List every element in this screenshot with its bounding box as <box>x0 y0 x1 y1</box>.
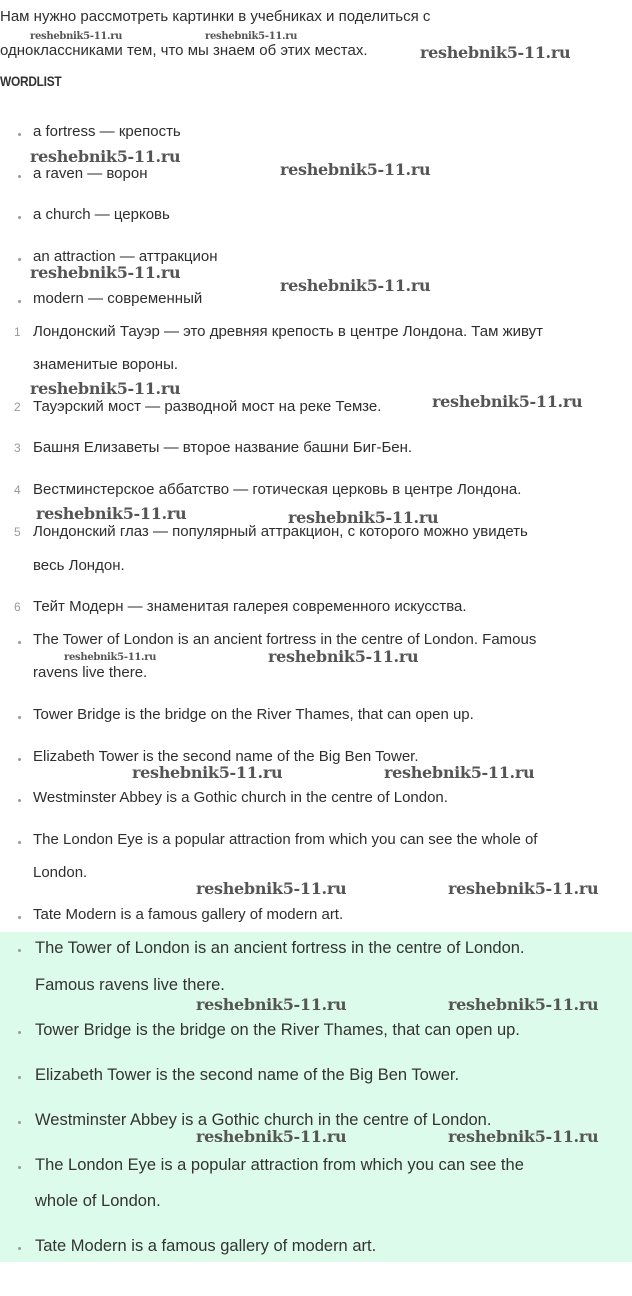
bullet-icon <box>18 758 21 761</box>
numbered-line: знаменитые вороны. <box>33 356 179 373</box>
english-line: Westminster Abbey is a Gothic church in the centre of London. <box>33 789 448 806</box>
answer-line: whole of London. <box>35 1192 161 1210</box>
bullet-icon <box>18 841 21 844</box>
wordlist-item: an attraction — аттракцион <box>33 248 218 265</box>
watermark: reshebnik5-11.ru <box>132 763 283 782</box>
bullet-icon <box>18 133 21 136</box>
bullet-icon <box>18 1076 21 1079</box>
watermark: reshebnik5-11.ru <box>268 647 419 666</box>
watermark: reshebnik5-11.ru <box>288 508 439 527</box>
answer-line: Westminster Abbey is a Gothic church in the centre of London. <box>35 1111 492 1129</box>
watermark: reshebnik5-11.ru <box>196 995 347 1014</box>
watermark: reshebnik5-11.ru <box>448 879 599 898</box>
wordlist-item: modern — современный <box>33 290 203 307</box>
list-number: 2 <box>14 400 21 414</box>
english-line: Elizabeth Tower is the second name of the Big Ben Tower. <box>33 748 419 765</box>
numbered-line: Башня Елизаветы — второе название башни Биг-Бен. <box>33 439 413 456</box>
wordlist-item: a fortress — крепость <box>33 123 181 140</box>
watermark: reshebnik5-11.ru <box>205 31 298 42</box>
watermark: reshebnik5-11.ru <box>280 160 431 179</box>
answer-line: Tate Modern is a famous gallery of modern art. <box>35 1237 377 1255</box>
watermark: reshebnik5-11.ru <box>432 392 583 411</box>
bullet-icon <box>18 1031 21 1034</box>
bullet-icon <box>18 216 21 219</box>
answer-line: Famous ravens live there. <box>35 976 225 994</box>
english-line: Tower Bridge is the bridge on the River Thames, that can open up. <box>33 706 474 723</box>
bullet-icon <box>18 1247 21 1250</box>
numbered-line: Тейт Модерн — знаменитая галерея современного искусства. <box>33 598 467 615</box>
bullet-icon <box>18 799 21 802</box>
list-number: 5 <box>14 525 21 539</box>
english-line: Tate Modern is a famous gallery of modern art. <box>33 906 344 923</box>
bullet-icon <box>18 175 21 178</box>
watermark: reshebnik5-11.ru <box>448 995 599 1014</box>
numbered-line: Тауэрский мост — разводной мост на реке Темзе. <box>33 398 382 415</box>
watermark: reshebnik5-11.ru <box>448 1127 599 1146</box>
watermark: reshebnik5-11.ru <box>196 879 347 898</box>
bullet-icon <box>18 1166 21 1169</box>
watermark: reshebnik5-11.ru <box>30 31 123 42</box>
watermark: reshebnik5-11.ru <box>384 763 535 782</box>
bullet-icon <box>18 916 21 919</box>
wordlist-heading: WORDLIST <box>0 73 62 89</box>
bullet-icon <box>18 1121 21 1124</box>
intro-line: одноклассниками тем, что мы знаем об этих местах. <box>0 42 368 59</box>
english-line: London. <box>33 864 88 881</box>
watermark: reshebnik5-11.ru <box>420 43 571 62</box>
intro-line: Нам нужно рассмотреть картинки в учебниках и поделиться с <box>0 8 431 25</box>
answer-line: The Tower of London is an ancient fortress in the centre of London. <box>35 939 525 957</box>
bullet-icon <box>18 949 21 952</box>
list-number: 1 <box>14 325 21 339</box>
watermark: reshebnik5-11.ru <box>280 276 431 295</box>
numbered-line: Лондонский Тауэр — это древняя крепость в центре Лондона. Там живут <box>33 323 544 340</box>
watermark: reshebnik5-11.ru <box>36 504 187 523</box>
watermark: reshebnik5-11.ru <box>64 652 157 663</box>
bullet-icon <box>18 300 21 303</box>
watermark: reshebnik5-11.ru <box>196 1127 347 1146</box>
answer-line: Elizabeth Tower is the second name of the Big Ben Tower. <box>35 1066 460 1084</box>
watermark: reshebnik5-11.ru <box>30 263 181 282</box>
wordlist-item: a church — церковь <box>33 206 170 223</box>
numbered-line: весь Лондон. <box>33 557 125 574</box>
list-number: 3 <box>14 441 21 455</box>
list-number: 6 <box>14 600 21 614</box>
english-line: ravens live there. <box>33 664 148 681</box>
numbered-line: Вестминстерское аббатство — готическая церковь в центре Лондона. <box>33 481 522 498</box>
answer-line: Tower Bridge is the bridge on the River Thames, that can open up. <box>35 1021 520 1039</box>
english-line: The Tower of London is an ancient fortress in the centre of London. Famous <box>33 631 537 648</box>
bullet-icon <box>18 716 21 719</box>
english-line: The London Eye is a popular attraction from which you can see the whole of <box>33 831 538 848</box>
bullet-icon <box>18 641 21 644</box>
bullet-icon <box>18 258 21 261</box>
wordlist-item: a raven — ворон <box>33 165 148 182</box>
numbered-line: Лондонский глаз — популярный аттракцион, с которого можно увидеть <box>33 523 528 540</box>
watermark: reshebnik5-11.ru <box>30 147 181 166</box>
watermark: reshebnik5-11.ru <box>30 379 181 398</box>
list-number: 4 <box>14 483 21 497</box>
answer-line: The London Eye is a popular attraction from which you can see the <box>35 1156 524 1174</box>
